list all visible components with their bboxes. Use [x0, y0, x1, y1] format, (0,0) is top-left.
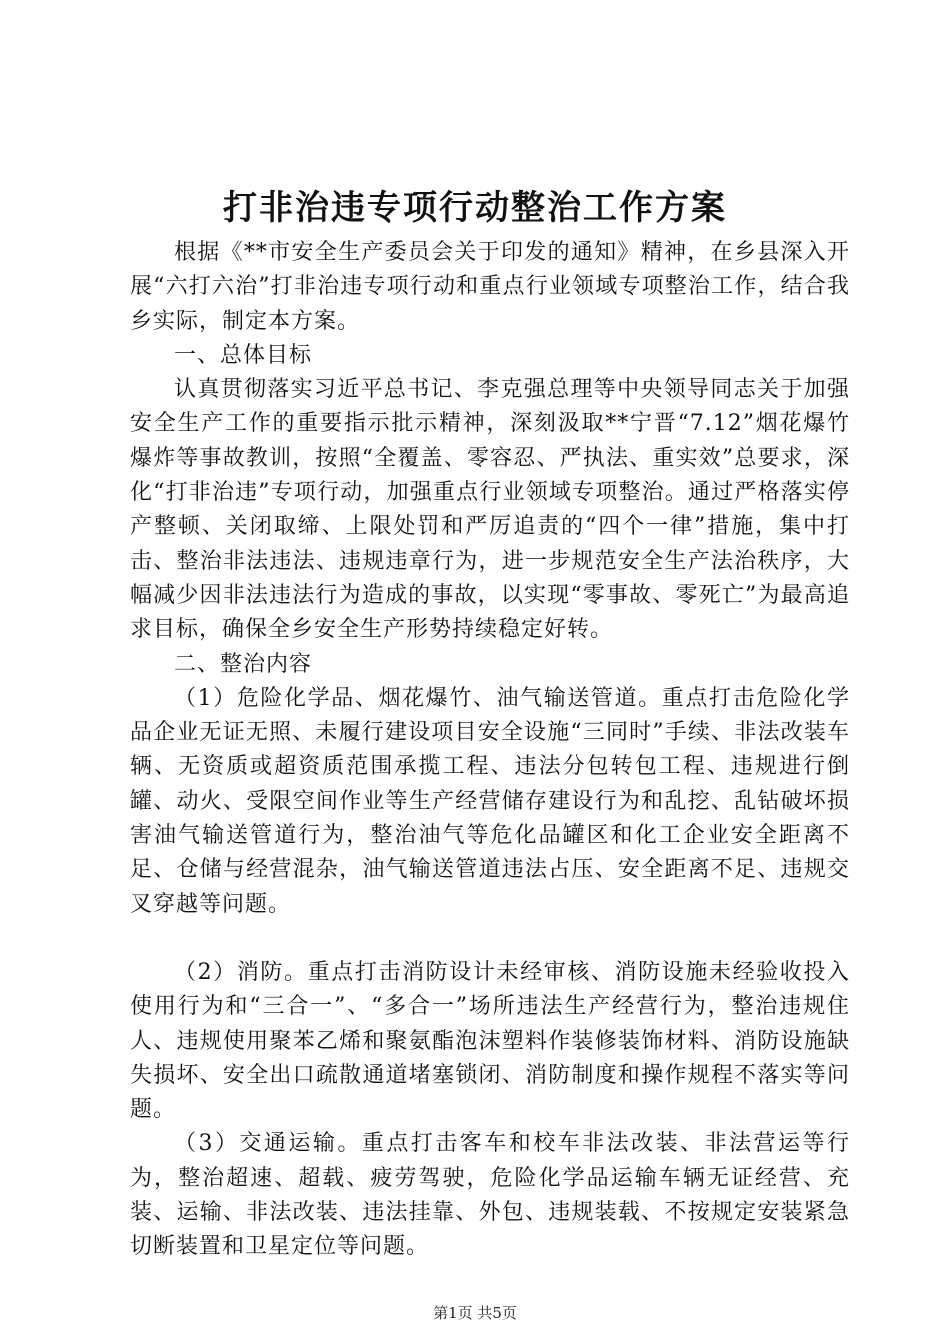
section-heading-1: 一、总体目标 — [174, 342, 313, 368]
item-paragraph-1: （1）危险化学品、烟花爆竹、油气输送管道。重点打击危险化学品企业无证无照、未履行建设项目安全设施“三同时”手续、非法改装车辆、无资质或超资质范围承揽工程、违法分包转包工程、违规进行倒罐、动火、受限空间作业等生产经营储存建设行为和乱挖、乱钻破坏损害油气输送管道行为，整治油气等危化品罐区和化工企业安全距离不足、仓储与经营混杂，油气输送管道违法占压、安全距离不足、违规交叉穿越等问题。 — [130, 685, 850, 917]
item-paragraph-2: （2）消防。重点打击消防设计未经审核、消防设施未经验收投入使用行为和“三合一”、“多合一”场所违法生产经营行为，整治违规住人、违规使用聚苯乙烯和聚氨酯泡沫塑料作装修装饰材料、消防设施缺失损坏、安全出口疏散通道堵塞锁闭、消防制度和操作规程不落实等问题。 — [130, 959, 850, 1123]
page-footer: 第1页 共5页 — [433, 1304, 517, 1322]
section-paragraph-1: 认真贯彻落实习近平总书记、李克强总理等中央领导同志关于加强安全生产工作的重要指示批示精神，深刻汲取**宁晋“7.12”烟花爆竹爆炸等事故教训，按照“全覆盖、零容忍、严执法、重实效”总要求，深化“打非治违”专项行动，加强重点行业领域专项整治。通过严格落实停产整顿、关闭取缔、上限处罚和严厉追责的“四个一律”措施，集中打击、整治非法违法、违规违章行为，进一步规范安全生产法治秩序，大幅减少因非法违法行为造成的事故，以实现“零事故、零死亡”为最高追求目标，确保全乡安全生产形势持续稳定好转。 — [130, 377, 850, 643]
intro-paragraph: 根据《**市安全生产委员会关于印发的通知》精神，在乡县深入开展“六打六治”打非治违专项行动和重点行业领域专项整治工作，结合我乡实际，制定本方案。 — [130, 240, 850, 334]
document-body — [130, 236, 850, 1265]
section-heading-2: 二、整治内容 — [174, 651, 313, 677]
document-title: 打非治违专项行动整治工作方案 — [223, 188, 727, 228]
item-paragraph-3: （3）交通运输。重点打击客车和校车非法改装、非法营运等行为，整治超速、超载、疲劳驾驶，危险化学品运输车辆无证经营、充装、运输、非法改装、违法挂靠、外包、违规装载、不按规定安装紧急切断装置和卫星定位等问题。 — [130, 1131, 850, 1260]
